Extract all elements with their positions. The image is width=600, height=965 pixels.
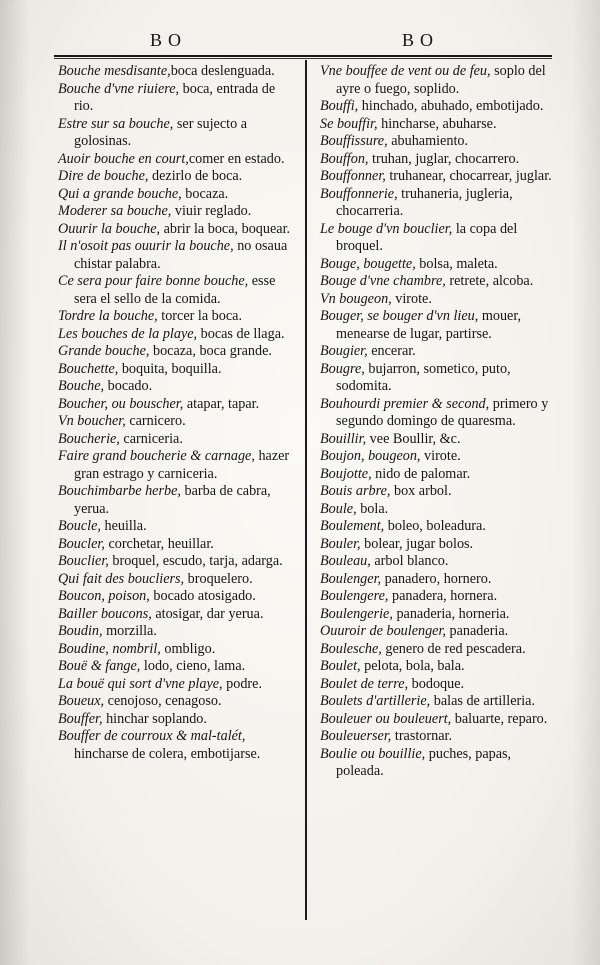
entry-definition: podre. (222, 675, 262, 692)
entry-term: Boulesche, (320, 640, 382, 657)
entry-definition: panaderia, horneria. (392, 605, 510, 622)
dictionary-entry (58, 588, 298, 606)
dictionary-entry (58, 361, 298, 379)
dictionary-entry (58, 238, 298, 273)
entry-definition: abrir la boca, boquear. (160, 220, 291, 237)
header-left: BO (150, 30, 188, 50)
dictionary-entry (320, 606, 552, 624)
entry-term: Grande bouche, (58, 343, 150, 359)
dictionary-entry (58, 308, 298, 326)
right-column (320, 63, 552, 781)
dictionary-entry (320, 98, 552, 116)
dictionary-entry (58, 641, 298, 659)
entry-term: Tordre la bouche, (58, 308, 158, 324)
entry-definition: boquita, boquilla. (118, 360, 222, 377)
entry-definition: hincharse, abuharse. (377, 115, 497, 132)
entry-term: Se bouffir, (320, 115, 378, 132)
entry-definition: puches, papas, poleada. (336, 745, 512, 779)
entry-term: Estre sur sa bouche, (58, 115, 174, 132)
entry-definition: , boca, entrada de rio. (74, 80, 276, 114)
entry-term: Qui fait des boucliers, (58, 570, 185, 587)
dictionary-entry (320, 291, 552, 309)
entry-definition: vee Boullir, &c. (366, 430, 461, 447)
entry-term: Bouge, bougette, (320, 255, 416, 272)
dictionary-entry (58, 203, 298, 221)
dictionary-entry (58, 448, 298, 483)
entry-definition: bocaza, boca grande. (149, 343, 272, 359)
dictionary-entry (58, 413, 298, 431)
entry-definition: truhaneria, jugleria, chocarreria. (336, 185, 513, 219)
entry-definition: encerar. (367, 343, 416, 359)
dictionary-entry (58, 728, 298, 763)
entry-definition: truhanear, chocarrear, juglar. (385, 168, 552, 184)
dictionary-entry (58, 623, 298, 641)
entry-definition: dezirlo de boca. (148, 168, 243, 184)
entry-term: Boulement, (320, 518, 385, 534)
entry-definition: balas de artilleria. (430, 693, 535, 709)
entry-term: Bouler, (320, 535, 361, 552)
dictionary-entry (320, 571, 552, 589)
dictionary-entry (58, 536, 298, 554)
entry-term: Bouffon, (320, 150, 369, 167)
entry-definition: bolear, jugar bolos. (360, 535, 474, 552)
entry-definition: nido de palomar. (371, 465, 471, 482)
dictionary-entry (320, 396, 552, 431)
entry-term: Bouis arbre, (320, 483, 391, 499)
entry-definition: abuhamiento. (387, 133, 469, 149)
entry-definition: virote. (420, 448, 461, 464)
entry-term: Bouchimbarbe herbe, (58, 483, 181, 499)
dictionary-entry (320, 273, 552, 291)
dictionary-entry (58, 168, 298, 186)
page-edge-shadow-left (0, 0, 30, 965)
entry-definition: bocas de llaga. (197, 325, 285, 342)
dictionary-entry (58, 571, 298, 589)
entry-definition: bodoque. (408, 675, 465, 692)
entry-term: Boucherie, (58, 430, 120, 447)
left-column (58, 63, 298, 763)
entry-definition: bujarron, sometico, puto, sodomita. (336, 360, 511, 394)
entry-term: Le bouge d'vn bouclier, (320, 220, 453, 237)
entry-definition: retrete, alcoba. (445, 273, 534, 289)
entry-definition: la copa del broquel. (336, 220, 518, 254)
entry-definition: broquelero. (184, 570, 253, 587)
entry-term: La bouë qui sort d'vne playe, (58, 675, 223, 692)
dictionary-entry (320, 483, 552, 501)
entry-definition: bola. (356, 500, 389, 517)
entry-definition: atapar, tapar. (183, 395, 260, 412)
dictionary-entry (320, 308, 552, 343)
entry-term: Bouche, (58, 378, 105, 394)
entry-term: Bouillir, (320, 430, 367, 447)
entry-term: Auoir bouche en court, (58, 150, 189, 167)
dictionary-entry (320, 151, 552, 169)
entry-term: Boujotte, (320, 465, 372, 482)
dictionary-entry (320, 186, 552, 221)
entry-term: Bouchette, (58, 360, 119, 377)
entry-definition: box arbol. (390, 483, 452, 499)
entry-definition: hinchar soplando. (102, 710, 207, 727)
entry-term: Boulie ou bouillie, (320, 745, 426, 762)
entry-term: Boulets d'artillerie, (320, 693, 431, 709)
header-right: BO (402, 30, 440, 50)
entry-definition: carnicero. (125, 413, 186, 429)
entry-term: Bouclier, (58, 553, 109, 569)
entry-term: Vne bouffee de vent ou de feu, (320, 63, 491, 79)
entry-definition: torcer la boca. (157, 308, 243, 324)
entry-definition: primero y segundo domingo de quaresma. (336, 395, 549, 429)
entry-definition: boleo, boleadura. (384, 518, 486, 534)
entry-term: Bouffonner, (320, 168, 386, 184)
entry-definition: bocado. (104, 378, 153, 394)
entry-term: Boucher, ou bouscher, (58, 395, 184, 412)
entry-definition: heuilla. (100, 518, 147, 534)
dictionary-entry (320, 641, 552, 659)
entry-definition: atosigar, dar yerua. (151, 605, 264, 622)
entry-term: Bouë & fange, (58, 658, 141, 674)
entry-definition: hinchado, abuhado, embotijado. (358, 98, 544, 114)
column-divider (305, 60, 307, 920)
dictionary-entry (58, 378, 298, 396)
entry-term: Vn bougeon, (320, 290, 392, 307)
entry-definition: cenojoso, cenagoso. (104, 693, 222, 709)
dictionary-entry (58, 116, 298, 151)
dictionary-entry (58, 63, 298, 81)
dictionary-entry (58, 396, 298, 414)
entry-term: Boulet, (320, 658, 361, 674)
dictionary-entry (58, 483, 298, 518)
dictionary-entry (320, 63, 552, 98)
dictionary-entry (320, 693, 552, 711)
entry-definition: lodo, cieno, lama. (140, 658, 246, 674)
entry-term: Boulengere, (320, 588, 389, 604)
entry-definition: trastornar. (391, 728, 452, 744)
dictionary-entry (320, 746, 552, 781)
entry-definition: broquel, escudo, tarja, adarga. (108, 553, 283, 569)
entry-term: Bouffonnerie, (320, 185, 398, 202)
entry-definition: mouer, menearse de lugar, partirse. (336, 308, 522, 342)
entry-term: Bouleuerser, (320, 728, 392, 744)
entry-term: Bouhourdi premier & second, (320, 395, 490, 412)
dictionary-entry (320, 588, 552, 606)
entry-term: Bouffer de courroux & mal-talét, (58, 728, 246, 744)
dictionary-entry (58, 606, 298, 624)
entry-term: Boulengerie, (320, 605, 393, 622)
entry-definition: pelota, bola, bala. (360, 658, 465, 674)
entry-term: Bouge d'vne chambre, (320, 273, 446, 289)
dictionary-entry (320, 518, 552, 536)
entry-definition: ombligo. (160, 640, 216, 657)
entry-definition: comer en estado. (188, 150, 285, 167)
entry-definition: morzilla. (102, 623, 157, 639)
entry-definition: ser sujecto a golosinas. (74, 115, 248, 149)
entry-term: Boucler, (58, 535, 105, 552)
entry-definition: bolsa, maleta. (415, 255, 498, 272)
dictionary-entry (58, 343, 298, 361)
dictionary-entry (58, 553, 298, 571)
entry-definition: virote. (391, 290, 432, 307)
entry-definition: hincharse de colera, embotijarse. (74, 745, 261, 762)
entry-term: Ce sera pour faire bonne bouche, (58, 273, 249, 289)
entry-term: Bouger, se bouger d'vn lieu, (320, 308, 479, 324)
dictionary-entry (320, 536, 552, 554)
dictionary-entry (58, 711, 298, 729)
dictionary-entry (320, 361, 552, 396)
entry-term: Bailler boucons, (58, 605, 152, 622)
dictionary-entry (58, 431, 298, 449)
entry-term: Qui a grande bouche, (58, 185, 182, 202)
dictionary-entry (320, 501, 552, 519)
entry-term: Bouche d'vne riuiere (58, 80, 176, 97)
entry-definition: boca deslenguada. (170, 63, 275, 79)
entry-term: Vn boucher, (58, 413, 126, 429)
entry-term: Boule, (320, 500, 357, 517)
running-header (0, 30, 600, 56)
dictionary-entry (58, 326, 298, 344)
entry-term: Boueux, (58, 693, 105, 709)
entry-term: Ouurir la bouche, (58, 220, 161, 237)
entry-term: Les bouches de la playe, (58, 325, 198, 342)
page-edge-shadow-right (572, 0, 600, 965)
dictionary-entry (320, 448, 552, 466)
entry-term: Bouffi, (320, 98, 359, 114)
dictionary-entry (320, 431, 552, 449)
dictionary-entry (58, 273, 298, 308)
entry-term: Dire de bouche, (58, 168, 149, 184)
dictionary-entry (58, 693, 298, 711)
entry-definition: bocaza. (181, 185, 229, 202)
entry-definition: barba de cabra, yerua. (74, 483, 271, 517)
dictionary-entry (58, 518, 298, 536)
dictionary-entry (58, 186, 298, 204)
entry-term: Bouffer, (58, 710, 103, 727)
entry-term: Moderer sa bouche, (58, 203, 172, 219)
entry-term: Boulenger, (320, 570, 382, 587)
dictionary-entry (320, 256, 552, 274)
entry-definition: arbol blanco. (370, 553, 449, 569)
entry-definition: no osaua chistar palabra. (74, 238, 288, 272)
dictionary-entry (320, 676, 552, 694)
dictionary-entry (320, 728, 552, 746)
dictionary-entry (58, 221, 298, 239)
entry-definition: hazer gran estrago y carniceria. (74, 448, 290, 482)
dictionary-entry (320, 133, 552, 151)
entry-definition: bocado atosigado. (149, 588, 256, 604)
dictionary-entry (58, 151, 298, 169)
dictionary-entry (320, 623, 552, 641)
entry-term: Ouuroir de boulenger, (320, 623, 446, 639)
entry-definition: panadera, hornera. (388, 588, 498, 604)
entry-term: Boudine, nombril, (58, 640, 161, 657)
entry-term: Boudin, (58, 623, 103, 639)
entry-term: Bouleau, (320, 553, 371, 569)
entry-definition: baluarte, reparo. (451, 710, 548, 727)
dictionary-entry (58, 658, 298, 676)
dictionary-entry (320, 711, 552, 729)
entry-term: Boucon, poison, (58, 588, 150, 604)
dictionary-entry (320, 168, 552, 186)
dictionary-entry (320, 221, 552, 256)
entry-term: Bouffissure, (320, 133, 388, 149)
dictionary-entry (58, 81, 298, 116)
dictionary-entry (320, 553, 552, 571)
entry-term: Il n'osoit pas ouurir la bouche, (58, 238, 234, 254)
entry-definition: truhan, juglar, chocarrero. (368, 150, 520, 167)
dictionary-entry (320, 658, 552, 676)
entry-definition: genero de red pescadera. (381, 640, 526, 657)
entry-definition: viuir reglado. (171, 203, 252, 219)
entry-term: Bouche mesdisante, (58, 63, 171, 79)
header-rule-thin (54, 58, 552, 59)
entry-term: Bougre, (320, 360, 365, 377)
entry-definition: panadero, hornero. (381, 570, 492, 587)
entry-term: Bougier, (320, 343, 368, 359)
entry-definition: corchetar, heuillar. (104, 535, 214, 552)
entry-term: Boulet de terre, (320, 675, 409, 692)
dictionary-entry (320, 343, 552, 361)
entry-definition: soplo del ayre o fuego, soplido. (336, 63, 546, 97)
entry-definition: carniceria. (119, 430, 183, 447)
entry-definition: panaderia. (445, 623, 509, 639)
entry-term: Bouleuer ou bouleuert, (320, 710, 452, 727)
entry-term: Boujon, bougeon, (320, 448, 421, 464)
dictionary-entry (320, 116, 552, 134)
dictionary-entry (320, 466, 552, 484)
dictionary-entry (58, 676, 298, 694)
entry-definition: esse sera el sello de la comida. (74, 273, 276, 307)
entry-term: Faire grand boucherie & carnage, (58, 448, 255, 464)
entry-term: Boucle, (58, 518, 101, 534)
header-rule (54, 55, 552, 57)
